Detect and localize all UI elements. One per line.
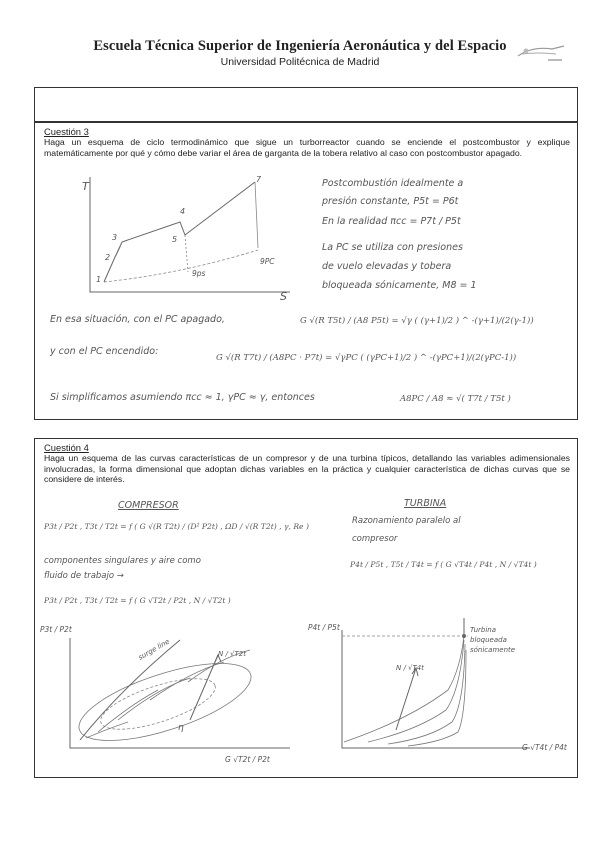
q3-point-5: 5	[172, 235, 178, 244]
q4-turb-eq: P4t / P5t , T5t / T4t = f ( G √T4t / P4t , N / √T4t )	[350, 560, 537, 569]
comp-map-surge: surge line	[137, 637, 171, 662]
comp-map-y-label: P3t / P2t	[40, 625, 72, 634]
university-name: Universidad Politécnica de Madrid	[220, 56, 380, 68]
q3-note-5: de vuelo elevadas y tobera	[322, 261, 452, 272]
q3-axis-x: S	[280, 290, 287, 303]
q4-comp-eq2: P3t / P2t , T3t / T2t = f ( G √T2t / P2t , N / √T2t )	[44, 596, 231, 605]
comp-map-n-label: N / √T2t	[218, 650, 246, 658]
q3-point-4: 4	[180, 207, 186, 216]
turb-map-y-label: P4t / P5t	[308, 623, 340, 632]
turb-choked-3: sónicamente	[470, 646, 516, 654]
q4-turbina-heading: TURBINA	[404, 498, 447, 509]
q3-note-1: Postcombustión idealmente a	[322, 178, 464, 189]
q3-label-9pc: 9PC	[260, 257, 275, 266]
question-4-title: Cuestión 4	[44, 442, 89, 453]
q3-eq2-lead: y con el PC encendido:	[50, 346, 159, 357]
student-info-box	[34, 87, 578, 122]
q4-comp-eq: P3t / P2t , T3t / T2t = f ( G √(R T2t) / (D² P2t) , ΩD / √(R T2t) , γ, Re )	[44, 522, 309, 531]
q4-turb-note-2: compresor	[352, 534, 398, 544]
q3-eq3-lead: Si simplificamos asumiendo πcc ≈ 1, γPC ≈ γ, entonces	[50, 392, 315, 403]
question-3-title: Cuestión 3	[44, 126, 89, 137]
page-header	[0, 38, 600, 68]
question-4-prompt: Haga un esquema de las curvas características de un compresor y de una turbina típicos, detallando las variables adimensionales involucradas, la forma dimensional que adoptan dichas variables en la práctica y cualquier característica de dichas curvas que se considere de interés.	[44, 453, 570, 485]
q3-point-1: 1	[96, 275, 102, 284]
turb-map-n-label: N / √T4t	[396, 664, 424, 672]
q3-eq1-lead: En esa situación, con el PC apagado,	[50, 314, 225, 325]
q3-label-9ps: 9ps	[192, 269, 206, 278]
turb-map-x-label: G √T4t / P4t	[522, 743, 567, 752]
turb-choked-2: bloqueada	[470, 636, 507, 644]
q3-note-3: En la realidad πcc = P7t / P5t	[322, 216, 461, 227]
question-3-prompt: Haga un esquema de ciclo termodinámico que sigue un turborreactor cuando se enciende el postcombustor y explique matemáticamente por qué y cómo debe variar el área de garganta de la tobera relativo al caso con postcombustor apagado.	[44, 137, 570, 158]
q3-note-6: bloqueada sónicamente, M8 = 1	[322, 280, 477, 291]
q3-ts-diagram	[60, 172, 310, 302]
compressor-map	[40, 620, 300, 770]
comp-map-x-label: G √T2t / P2t	[225, 755, 270, 764]
q3-point-7: 7	[256, 175, 262, 184]
turb-choked-1: Turbina	[470, 626, 497, 634]
turbine-map	[308, 610, 570, 770]
q3-eq3: A8PC / A8 ≈ √( T7t / T5t )	[400, 394, 511, 404]
q3-note-2: presión constante, P5t = P6t	[322, 196, 459, 207]
q3-point-3: 3	[112, 233, 118, 242]
comp-map-eta: η	[178, 723, 184, 733]
q3-point-2: 2	[105, 253, 111, 262]
q3-note-4: La PC se utiliza con presiones	[322, 242, 463, 253]
q4-comp-note-2: fluido de trabajo →	[44, 571, 124, 581]
q3-eq1: G √(R T5t) / (A8 P5t) = √γ ( (γ+1)/2 ) ^ -(γ+1)/(2(γ-1))	[300, 316, 534, 326]
q4-comp-note-1: componentes singulares y aire como	[44, 556, 201, 566]
school-name: Escuela Técnica Superior de Ingeniería Aeronáutica y del Espacio	[93, 38, 507, 54]
q4-turb-note-1: Razonamiento paralelo al	[352, 516, 461, 526]
q3-eq2: G √(R T7t) / (A8PC · P7t) = √γPC ( (γPC+1)/2 ) ^ -(γPC+1)/(2(γPC-1))	[216, 353, 517, 363]
q4-compresor-heading: COMPRESOR	[118, 500, 179, 511]
university-logo	[512, 40, 572, 70]
q3-axis-y: T	[82, 180, 89, 193]
